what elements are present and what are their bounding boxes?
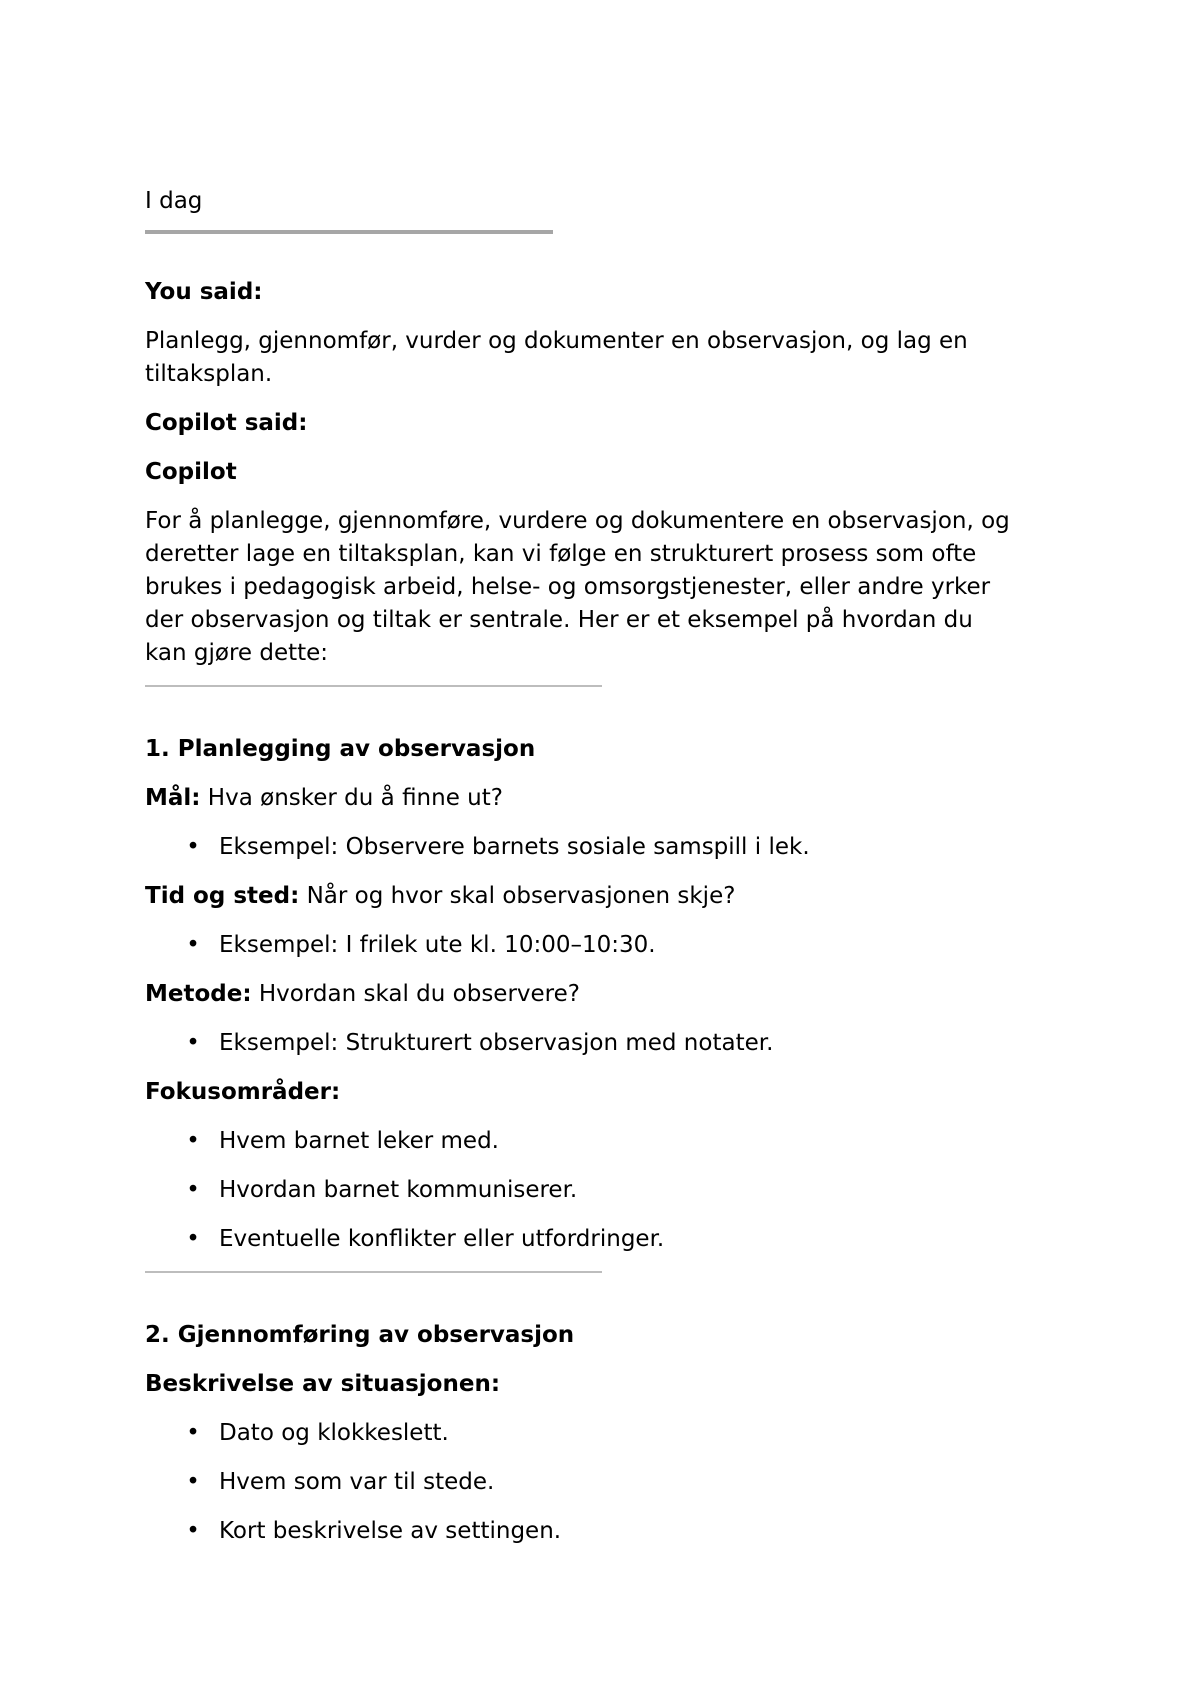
goal-label: Mål: [145,785,201,811]
bullet-icon: • [186,1420,200,1446]
list-item-text: Eventuelle konflikter eller utfordringer. [219,1226,665,1252]
assistant-speaker-label: Copilot said: [145,410,308,436]
method-list [145,1027,1065,1060]
method-label: Metode: [145,981,252,1007]
list-item [145,1027,1065,1060]
list-item-text: Kort beskrivelse av settingen. [219,1518,562,1544]
focus-label: Fokusområder: [145,1079,341,1105]
section-heading: 2. Gjennomføring av observasjon [145,1322,575,1348]
method-paragraph [145,978,1065,1011]
document-page [145,185,1065,1548]
bullet-icon: • [186,1226,200,1252]
goal-text: Hva ønsker du å finne ut? [200,785,503,811]
section-divider [145,1271,602,1273]
list-item [145,929,1065,962]
list-item-text: Hvordan barnet kommuniserer. [219,1177,578,1203]
list-item [145,1223,1065,1256]
description-list [145,1417,1065,1548]
bullet-icon: • [186,834,200,860]
list-item [145,1417,1065,1450]
intro-line: der observasjon og tiltak er sentrale. Her er et eksempel på hvordan du [145,607,973,633]
list-item [145,1125,1065,1158]
goal-list [145,831,1065,864]
assistant-name: Copilot [145,459,237,485]
date-label: I dag [145,188,203,214]
time-place-label: Tid og sted: [145,883,300,909]
goal-paragraph [145,782,1065,815]
user-message-line: Planlegg, gjennomfør, vurder og dokumenter en observasjon, og lag en [145,328,968,354]
list-item [145,1174,1065,1207]
user-message [145,325,1065,391]
intro-line: brukes i pedagogisk arbeid, helse- og omsorgstjenester, eller andre yrker [145,574,991,600]
bullet-icon: • [186,1030,200,1056]
time-place-list [145,929,1065,962]
list-item-text: Eksempel: Observere barnets sosiale samspill i lek. [219,834,810,860]
list-item [145,831,1065,864]
intro-line: For å planlegge, gjennomføre, vurdere og dokumentere en observasjon, og [145,508,1010,534]
bullet-icon: • [186,1469,200,1495]
bullet-icon: • [186,932,200,958]
section-divider [145,685,602,687]
user-speaker-label: You said: [145,279,263,305]
focus-list [145,1125,1065,1256]
bullet-icon: • [186,1128,200,1154]
bullet-icon: • [186,1518,200,1544]
description-label: Beskrivelse av situasjonen: [145,1371,501,1397]
intro-line: kan gjøre dette: [145,640,329,666]
assistant-intro [145,505,1065,670]
list-item-text: Hvem barnet leker med. [219,1128,499,1154]
list-item-text: Hvem som var til stede. [219,1469,495,1495]
bullet-icon: • [186,1177,200,1203]
user-message-line: tiltaksplan. [145,361,273,387]
section-heading: 1. Planlegging av observasjon [145,736,536,762]
list-item-text: Dato og klokkeslett. [219,1420,449,1446]
intro-line: deretter lage en tiltaksplan, kan vi følge en strukturert prosess som ofte [145,541,977,567]
method-text: Hvordan skal du observere? [251,981,580,1007]
list-item-text: Eksempel: I frilek ute kl. 10:00–10:30. [219,932,656,958]
time-place-text: Når og hvor skal observasjonen skje? [299,883,736,909]
date-divider [145,230,553,234]
list-item [145,1466,1065,1499]
time-place-paragraph [145,880,1065,913]
list-item-text: Eksempel: Strukturert observasjon med notater. [219,1030,774,1056]
list-item [145,1515,1065,1548]
